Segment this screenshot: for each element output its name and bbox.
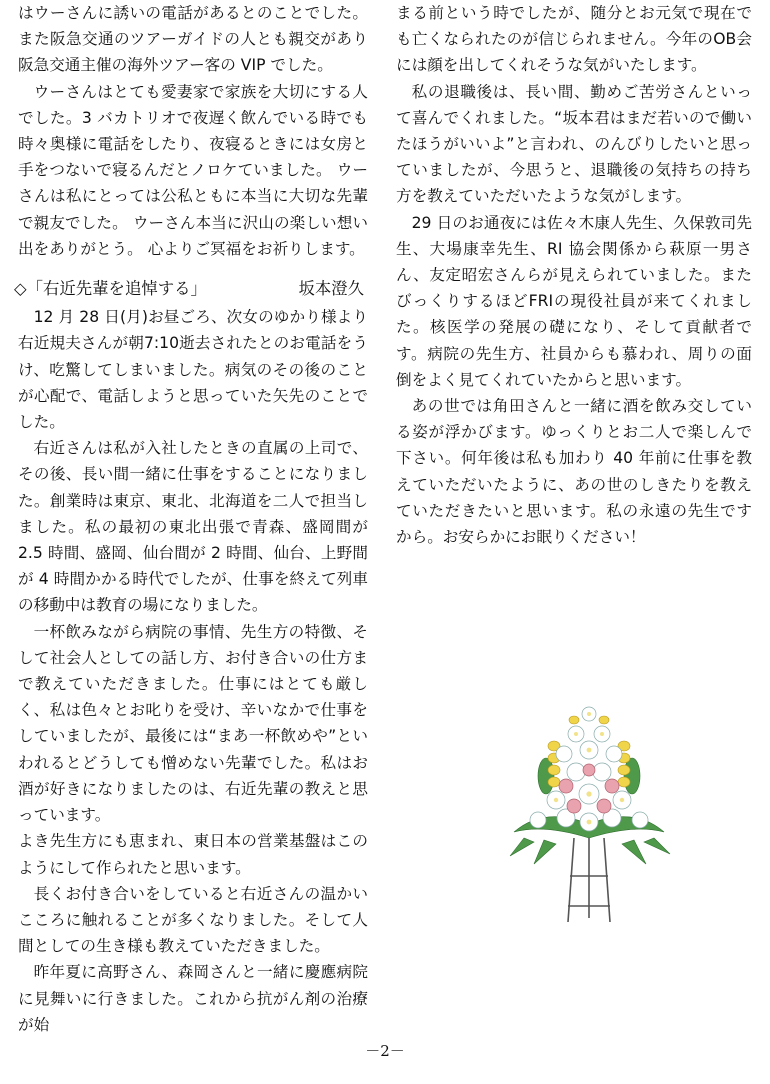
article-heading	[14, 262, 368, 302]
paragraph: 右近さんは私が入社したときの直属の上司で、その後、長い間一緒に仕事をすることになりました。創業時は東京、東北、北海道を二人で担当しました。私の最初の東北出張で青森、盛岡間が 2.5 時間、盛岡、仙台間が 2 時間、仙台、上野間が 4 時間かかる時代でしたが、仕事を終えて列車の移動中は教育の場になりました。	[18, 439, 368, 615]
paragraph: 長くお付き合いをしていると右近さんの温かいこころに触れることが多くなりました。そして人間としての生き様も教えていただきました。	[18, 884, 368, 956]
right-column	[396, 0, 752, 550]
paragraph: 29 日のお通夜には佐々木康人先生、久保敦司先生、大場康幸先生、RI 協会関係から萩原一男さん、友定昭宏さんらが見えられていました。またびっくりするほどFRIの現役社員が来てくれました。核医学の発展の礎になり、そして貢献者です。病院の先生方、社員からも慕われ、周りの面倒をよく見てくれていたからと思います。	[396, 213, 752, 389]
funeral-flower-stand-illustration	[504, 706, 674, 926]
paragraph: あの世では角田さんと一緒に酒を飲み交している姿が浮かびます。ゆっくりとお二人で楽しんで下さい。何年後は私も加わり 40 年前に仕事を教えていただいたように、あの世のしきたりを教えていただきたいと思います。私の永遠の先生ですから。お安らかにお眠りください！	[396, 397, 752, 547]
left-column	[14, 0, 368, 1038]
paragraph: 昨年夏に高野さん、森岡さんと一緒に慶應病院に見舞いに行きました。これから抗がん剤の治療が始	[18, 963, 368, 1034]
paragraph: 一杯飲みながら病院の事情、先生方の特徴、そして社会人としての話し方、お付き合いの仕方まで教えていただきました。仕事にはとても厳しく、私は色々とお叱りを受け、辛いなかで仕事をしていましたが、最後には“まあ一杯飲めや”といわれるとどうしても憎めない先輩でした。私はお酒が好きになりましたのは、右近先輩の教えと思っています。	[18, 622, 368, 825]
paragraph: 私の退職後は、長い間、勤めご苦労さんといって喜んでくれました。“坂本君はまだ若いので働いたほうがいいよ”と言われ、のんびりしたいと思っていましたが、今思うと、退職後の気持ちの持ち方を教えていただいたような気がします。	[396, 82, 752, 206]
paragraph: はウーさんに誘いの電話があるとのことでした。また阪急交通のツアーガイドの人とも親交があり阪急交通主催の海外ツアー客の VIP でした。	[18, 4, 368, 75]
paragraph: よき先生方にも恵まれ、東日本の営業基盤はこのようにして作られたと思います。	[18, 832, 368, 877]
paragraph: 12 月 28 日(月)お昼ごろ、次女のゆかり様より右近規夫さんが朝7:10逝去されたとのお電話をうけ、吃驚してしまいました。病気のその後のことが心配で、電話しようと思っていた矢先のことでした。	[18, 308, 368, 432]
article-title: ◇「右近先輩を追悼する」	[14, 279, 207, 299]
paragraph: まる前という時でしたが、随分とお元気で現在でも亡くなられたのが信じられません。今年のOB会には顔を出してくれそうな気がいたします。	[396, 4, 752, 75]
paragraph: ウーさんはとても愛妻家で家族を大切にする人でした。3 バカトリオで夜遅く飲んでいる時でも時々奥様に電話をしたり、夜寝るときには女房と手をつないで寝るんだとノロケていました。 ウーさんは私にとっては公私ともに本当に大切な先輩で親友でした。 ウーさん本当に沢山の楽しい想い出をありがとう。 心よりご冥福をお祈りします。	[18, 82, 368, 258]
page-number: －2－	[365, 1042, 405, 1060]
article-author: 坂本澄久	[298, 279, 364, 299]
